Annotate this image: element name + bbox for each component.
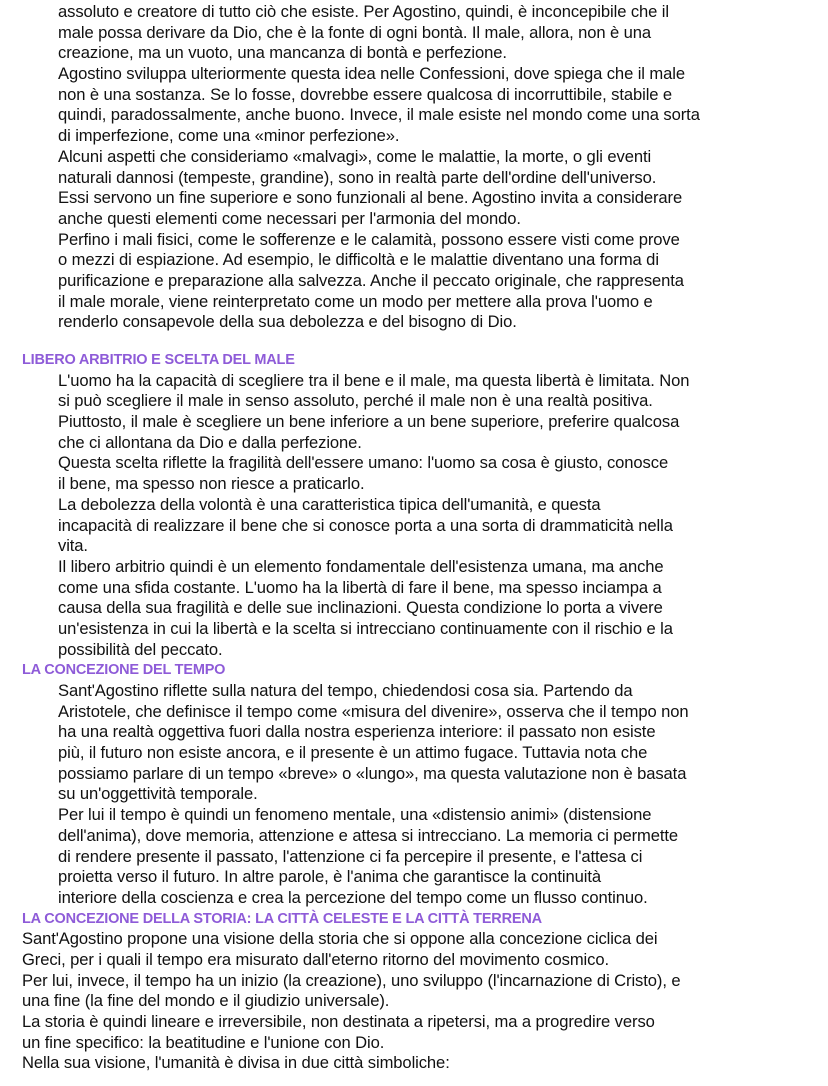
text-line: Sant'Agostino propone una visione della storia che si oppone alla concezione ciclica dei <box>22 929 658 949</box>
text-line: male possa derivare da Dio, che è la fonte di ogni bontà. Il male, allora, non è una <box>58 22 652 42</box>
text-line: il bene, ma spesso non riesce a praticarlo. <box>58 474 365 494</box>
text-line: purificazione e preparazione alla salvezza. Anche il peccato originale, che rappresenta <box>58 270 684 290</box>
text-line: non è una sostanza. Se lo fosse, dovrebbe essere qualcosa di incorruttibile, stabile e <box>58 84 673 104</box>
text-line: ha una realtà oggettiva fuori dalla nostra esperienza interiore: il passato non esiste <box>58 722 656 742</box>
text-line: anche questi elementi come necessari per l'armonia del mondo. <box>58 208 521 228</box>
text-line: o mezzi di espiazione. Ad esempio, le difficoltà e le malattie diventano una forma di <box>58 250 659 270</box>
section-body <box>0 371 828 661</box>
section-heading: LA CONCEZIONE DEL TEMPO <box>22 662 226 679</box>
text-line: L'uomo ha la capacità di scegliere tra il bene e il male, ma questa libertà è limitata. Non <box>58 370 690 390</box>
text-line: causa della sua fragilità e delle sue inclinazioni. Questa condizione lo porta a vivere <box>58 598 663 618</box>
text-line: una fine (la fine del mondo e il giudizio universale). <box>22 991 390 1011</box>
text-line: si può scegliere il male in senso assoluto, perché il male non è una realtà positiva. <box>58 391 653 411</box>
text-line: Per lui il tempo è quindi un fenomeno mentale, una «distensio animi» (distensione <box>58 805 652 825</box>
text-line: incapacità di realizzare il bene che si conosce porta a una sorta di drammaticità nella <box>58 515 673 535</box>
text-line: naturali dannosi (tempeste, grandine), sono in realtà parte dell'ordine dell'universo. <box>58 167 657 187</box>
text-line: renderlo consapevole della sua debolezza e del bisogno di Dio. <box>58 312 517 332</box>
text-line: La debolezza della volontà è una caratteristica tipica dell'umanità, e questa <box>58 494 601 514</box>
text-line: che ci allontana da Dio e dalla perfezione. <box>58 432 362 452</box>
section-body <box>0 929 828 1074</box>
text-line: vita. <box>58 536 88 556</box>
section-body <box>0 681 828 909</box>
text-line: Per lui, invece, il tempo ha un inizio (la creazione), uno sviluppo (l'incarnazione di Cristo), e <box>22 970 681 990</box>
text-line: come una sfida costante. L'uomo ha la libertà di fare il bene, ma spesso inciampa a <box>58 577 662 597</box>
text-line: possiamo parlare di un tempo «breve» o «lungo», ma questa valutazione non è basata <box>58 763 687 783</box>
text-line: dell'anima), dove memoria, attenzione e attesa si intrecciano. La memoria ci permette <box>58 825 678 845</box>
text-line: Aristotele, che definisce il tempo come «misura del divenire», osserva che il tempo non <box>58 701 689 721</box>
text-line: Greci, per i quali il tempo era misurato dall'eterno ritorno del movimento cosmico. <box>22 949 609 969</box>
text-line: il male morale, viene reinterpretato come un modo per mettere alla prova l'uomo e <box>58 291 653 311</box>
text-line: più, il futuro non esiste ancora, e il presente è un attimo fugace. Tuttavia nota che <box>58 743 648 763</box>
text-line: Essi servono un fine superiore e sono funzionali al bene. Agostino invita a considerare <box>58 188 683 208</box>
text-line: creazione, ma un vuoto, una mancanza di bontà e perfezione. <box>58 43 507 63</box>
document-page <box>0 2 828 1074</box>
text-line: Questa scelta riflette la fragilità dell'essere umano: l'uomo sa cosa è giusto, conosce <box>58 453 669 473</box>
text-line: di imperfezione, come una «minor perfezione». <box>58 126 400 146</box>
text-line: proietta verso il futuro. In altre parole, è l'anima che garantisce la continuità <box>58 867 601 887</box>
section-heading: LIBERO ARBITRIO E SCELTA DEL MALE <box>22 352 295 368</box>
text-line: un'esistenza in cui la libertà e la scelta si intrecciano continuamente con il rischio e la <box>58 618 673 638</box>
text-line: Sant'Agostino riflette sulla natura del tempo, chiedendosi cosa sia. Partendo da <box>58 681 633 700</box>
text-line: interiore della coscienza e crea la percezione del tempo come un flusso continuo. <box>58 887 648 907</box>
section-heading: LA CONCEZIONE DELLA STORIA: LA CITTÀ CELESTE E LA CITTÀ TERRENA <box>22 910 542 927</box>
text-line: quindi, paradossalmente, anche buono. Invece, il male esiste nel mondo come una sorta <box>58 105 700 125</box>
text-line: su un'oggettività temporale. <box>58 784 258 804</box>
text-line: un fine specifico: la beatitudine e l'unione con Dio. <box>22 1032 385 1052</box>
section-spacer <box>0 333 828 350</box>
text-line: di rendere presente il passato, l'attenzione ci fa percepire il presente, e l'attesa ci <box>58 846 643 866</box>
text-line: assoluto e creatore di tutto ciò che esiste. Per Agostino, quindi, è inconcepibile che il <box>58 2 669 21</box>
text-line: Piuttosto, il male è scegliere un bene inferiore a un bene superiore, preferire qualcosa <box>58 412 680 432</box>
text-line: La storia è quindi lineare e irreversibile, non destinata a ripetersi, ma a progredire verso <box>22 1012 655 1031</box>
text-line: Nella sua visione, l'umanità è divisa in due città simboliche: <box>22 1053 450 1073</box>
text-line: Alcuni aspetti che consideriamo «malvagi», come le malattie, la morte, o gli eventi <box>58 146 652 166</box>
text-line: Agostino sviluppa ulteriormente questa idea nelle Confessioni, dove spiega che il male <box>58 64 685 84</box>
text-line: Perfino i mali fisici, come le sofferenze e le calamità, possono essere visti come prove <box>58 229 680 249</box>
section-body <box>0 2 828 333</box>
text-line: possibilità del peccato. <box>58 639 223 659</box>
text-line: Il libero arbitrio quindi è un elemento fondamentale dell'esistenza umana, ma anche <box>58 556 664 576</box>
